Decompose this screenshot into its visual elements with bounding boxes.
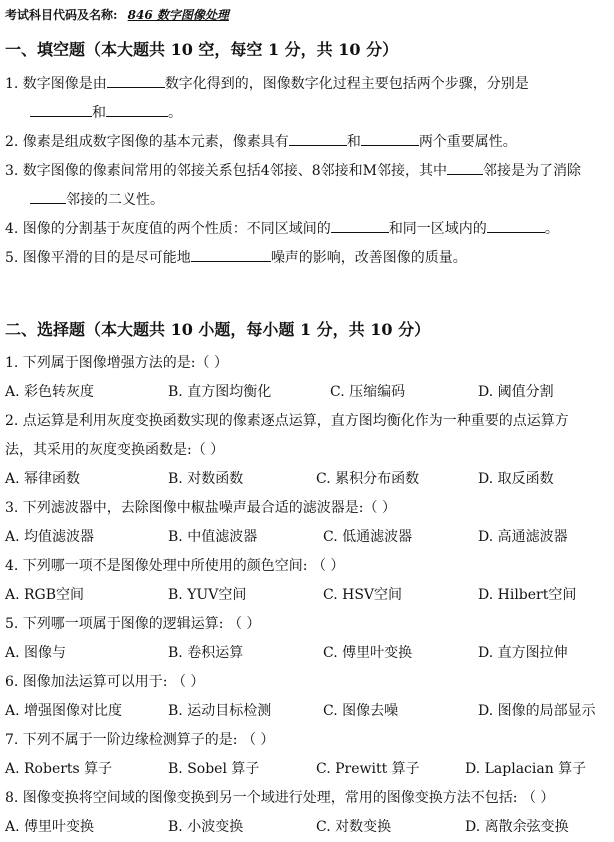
- option-b[interactable]: B. 小波变换: [168, 819, 244, 835]
- choice-question-7: 7. 下列不属于一阶边缘检测算子的是: （ ）: [5, 732, 275, 748]
- option-c[interactable]: C. 压缩编码: [330, 384, 406, 400]
- choice-options-5: [5, 644, 610, 662]
- option-b[interactable]: B. 中值滤波器: [168, 529, 258, 545]
- section1-title: 一、填空题（本大题共 10 空，每空 1 分，共 10 分）: [5, 40, 399, 59]
- answer-blank: [447, 162, 483, 175]
- option-a[interactable]: A. 傅里叶变换: [5, 819, 95, 835]
- choice-options-1: [5, 383, 610, 401]
- choice-options-8: [5, 818, 610, 836]
- option-a[interactable]: A. 均值滤波器: [5, 529, 95, 545]
- choice-question-2: 2. 点运算是利用灰度变换函数实现的像素逐点运算，直方图均衡化作为一种重要的点运算方: [5, 413, 569, 429]
- choice-options-7: [5, 760, 610, 778]
- option-d[interactable]: D. Laplacian 算子: [465, 761, 587, 777]
- choice-question-3: 3. 下列滤波器中，去除图像中椒盐噪声最合适的滤波器是:（ ）: [5, 500, 396, 516]
- option-d[interactable]: D. 高通滤波器: [478, 529, 568, 545]
- choice-options-6: [5, 702, 610, 720]
- option-a[interactable]: A. 彩色转灰度: [5, 384, 95, 400]
- exam-subject-header: [5, 6, 235, 24]
- choice-question-6: 6. 图像加法运算可以用于: （ ）: [5, 674, 205, 690]
- answer-blank: [487, 220, 545, 233]
- option-d[interactable]: D. Hilbert空间: [478, 587, 577, 603]
- option-d[interactable]: D. 直方图拉伸: [478, 645, 568, 661]
- option-c[interactable]: C. Prewitt 算子: [316, 761, 420, 777]
- choice-question-8: 8. 图像变换将空间域的图像变换到另一个域进行处理，常用的图像变换方法不包括: （ ）: [5, 790, 555, 806]
- option-c[interactable]: C. 低通滤波器: [323, 529, 413, 545]
- option-b[interactable]: B. 运动目标检测: [168, 703, 272, 719]
- option-b[interactable]: B. YUV空间: [168, 587, 247, 603]
- fill-question-3: 3. 数字图像的像素间常用的邻接关系包括4邻接、8邻接和M邻接，其中 邻接是为了消除: [5, 163, 581, 179]
- option-d[interactable]: D. 离散余弦变换: [465, 819, 569, 835]
- choice-question-4: 4. 下列哪一项不是图像处理中所使用的颜色空间: （ ）: [5, 558, 345, 574]
- option-d[interactable]: D. 阈值分割: [478, 384, 554, 400]
- choice-options-2: [5, 470, 610, 488]
- option-b[interactable]: B. 对数函数: [168, 471, 244, 487]
- choice-question-1: 1. 下列属于图像增强方法的是:（ ）: [5, 355, 228, 371]
- choice-options-3: [5, 528, 610, 546]
- option-a[interactable]: A. 图像与: [5, 645, 67, 661]
- answer-blank: [30, 191, 66, 204]
- option-c[interactable]: C. HSV空间: [323, 587, 403, 603]
- choice-options-4: [5, 586, 610, 604]
- answer-blank: [191, 249, 271, 262]
- fill-question-5: 5. 图像平滑的目的是尽可能地 噪声的影响，改善图像的质量。: [5, 250, 467, 266]
- fill-question-1: 1. 数字图像是由 数字化得到的，图像数字化过程主要包括两个步骤，分别是: [5, 76, 529, 92]
- option-d[interactable]: D. 取反函数: [478, 471, 554, 487]
- option-d[interactable]: D. 图像的局部显示: [478, 703, 596, 719]
- answer-blank: [361, 133, 419, 146]
- fill-question-4: 4. 图像的分割基于灰度值的两个性质：不同区域间的 和同一区域内的 。: [5, 221, 559, 237]
- option-a[interactable]: A. 增强图像对比度: [5, 703, 123, 719]
- option-b[interactable]: B. Sobel 算子: [168, 761, 260, 777]
- option-c[interactable]: C. 累积分布函数: [316, 471, 420, 487]
- fill-question-3-cont: 邻接的二义性。: [30, 191, 164, 209]
- answer-blank: [106, 104, 168, 117]
- choice-question-2-cont: 法，其采用的灰度变换函数是:（ ）: [5, 442, 225, 458]
- answer-blank: [331, 220, 389, 233]
- answer-blank: [289, 133, 347, 146]
- answer-blank: [30, 104, 92, 117]
- subject-code-label: 考试科目代码及名称:: [5, 8, 118, 22]
- fill-question-1-cont: 和 。: [30, 104, 182, 122]
- answer-blank: [107, 75, 165, 88]
- option-a[interactable]: A. 幂律函数: [5, 471, 81, 487]
- fill-question-2: 2. 像素是组成数字图像的基本元素，像素具有 和 两个重要属性。: [5, 134, 517, 150]
- section2-title: 二、选择题（本大题共 10 小题，每小题 1 分，共 10 分）: [5, 320, 431, 339]
- option-c[interactable]: C. 傅里叶变换: [323, 645, 413, 661]
- option-a[interactable]: A. Roberts 算子: [5, 761, 113, 777]
- choice-question-5: 5. 下列哪一项属于图像的逻辑运算: （ ）: [5, 616, 261, 632]
- option-a[interactable]: A. RGB空间: [5, 587, 85, 603]
- option-c[interactable]: C. 对数变换: [316, 819, 392, 835]
- option-c[interactable]: C. 图像去噪: [323, 703, 399, 719]
- option-b[interactable]: B. 卷积运算: [168, 645, 244, 661]
- option-b[interactable]: B. 直方图均衡化: [168, 384, 272, 400]
- subject-code-value: 846 数字图像处理: [127, 8, 229, 22]
